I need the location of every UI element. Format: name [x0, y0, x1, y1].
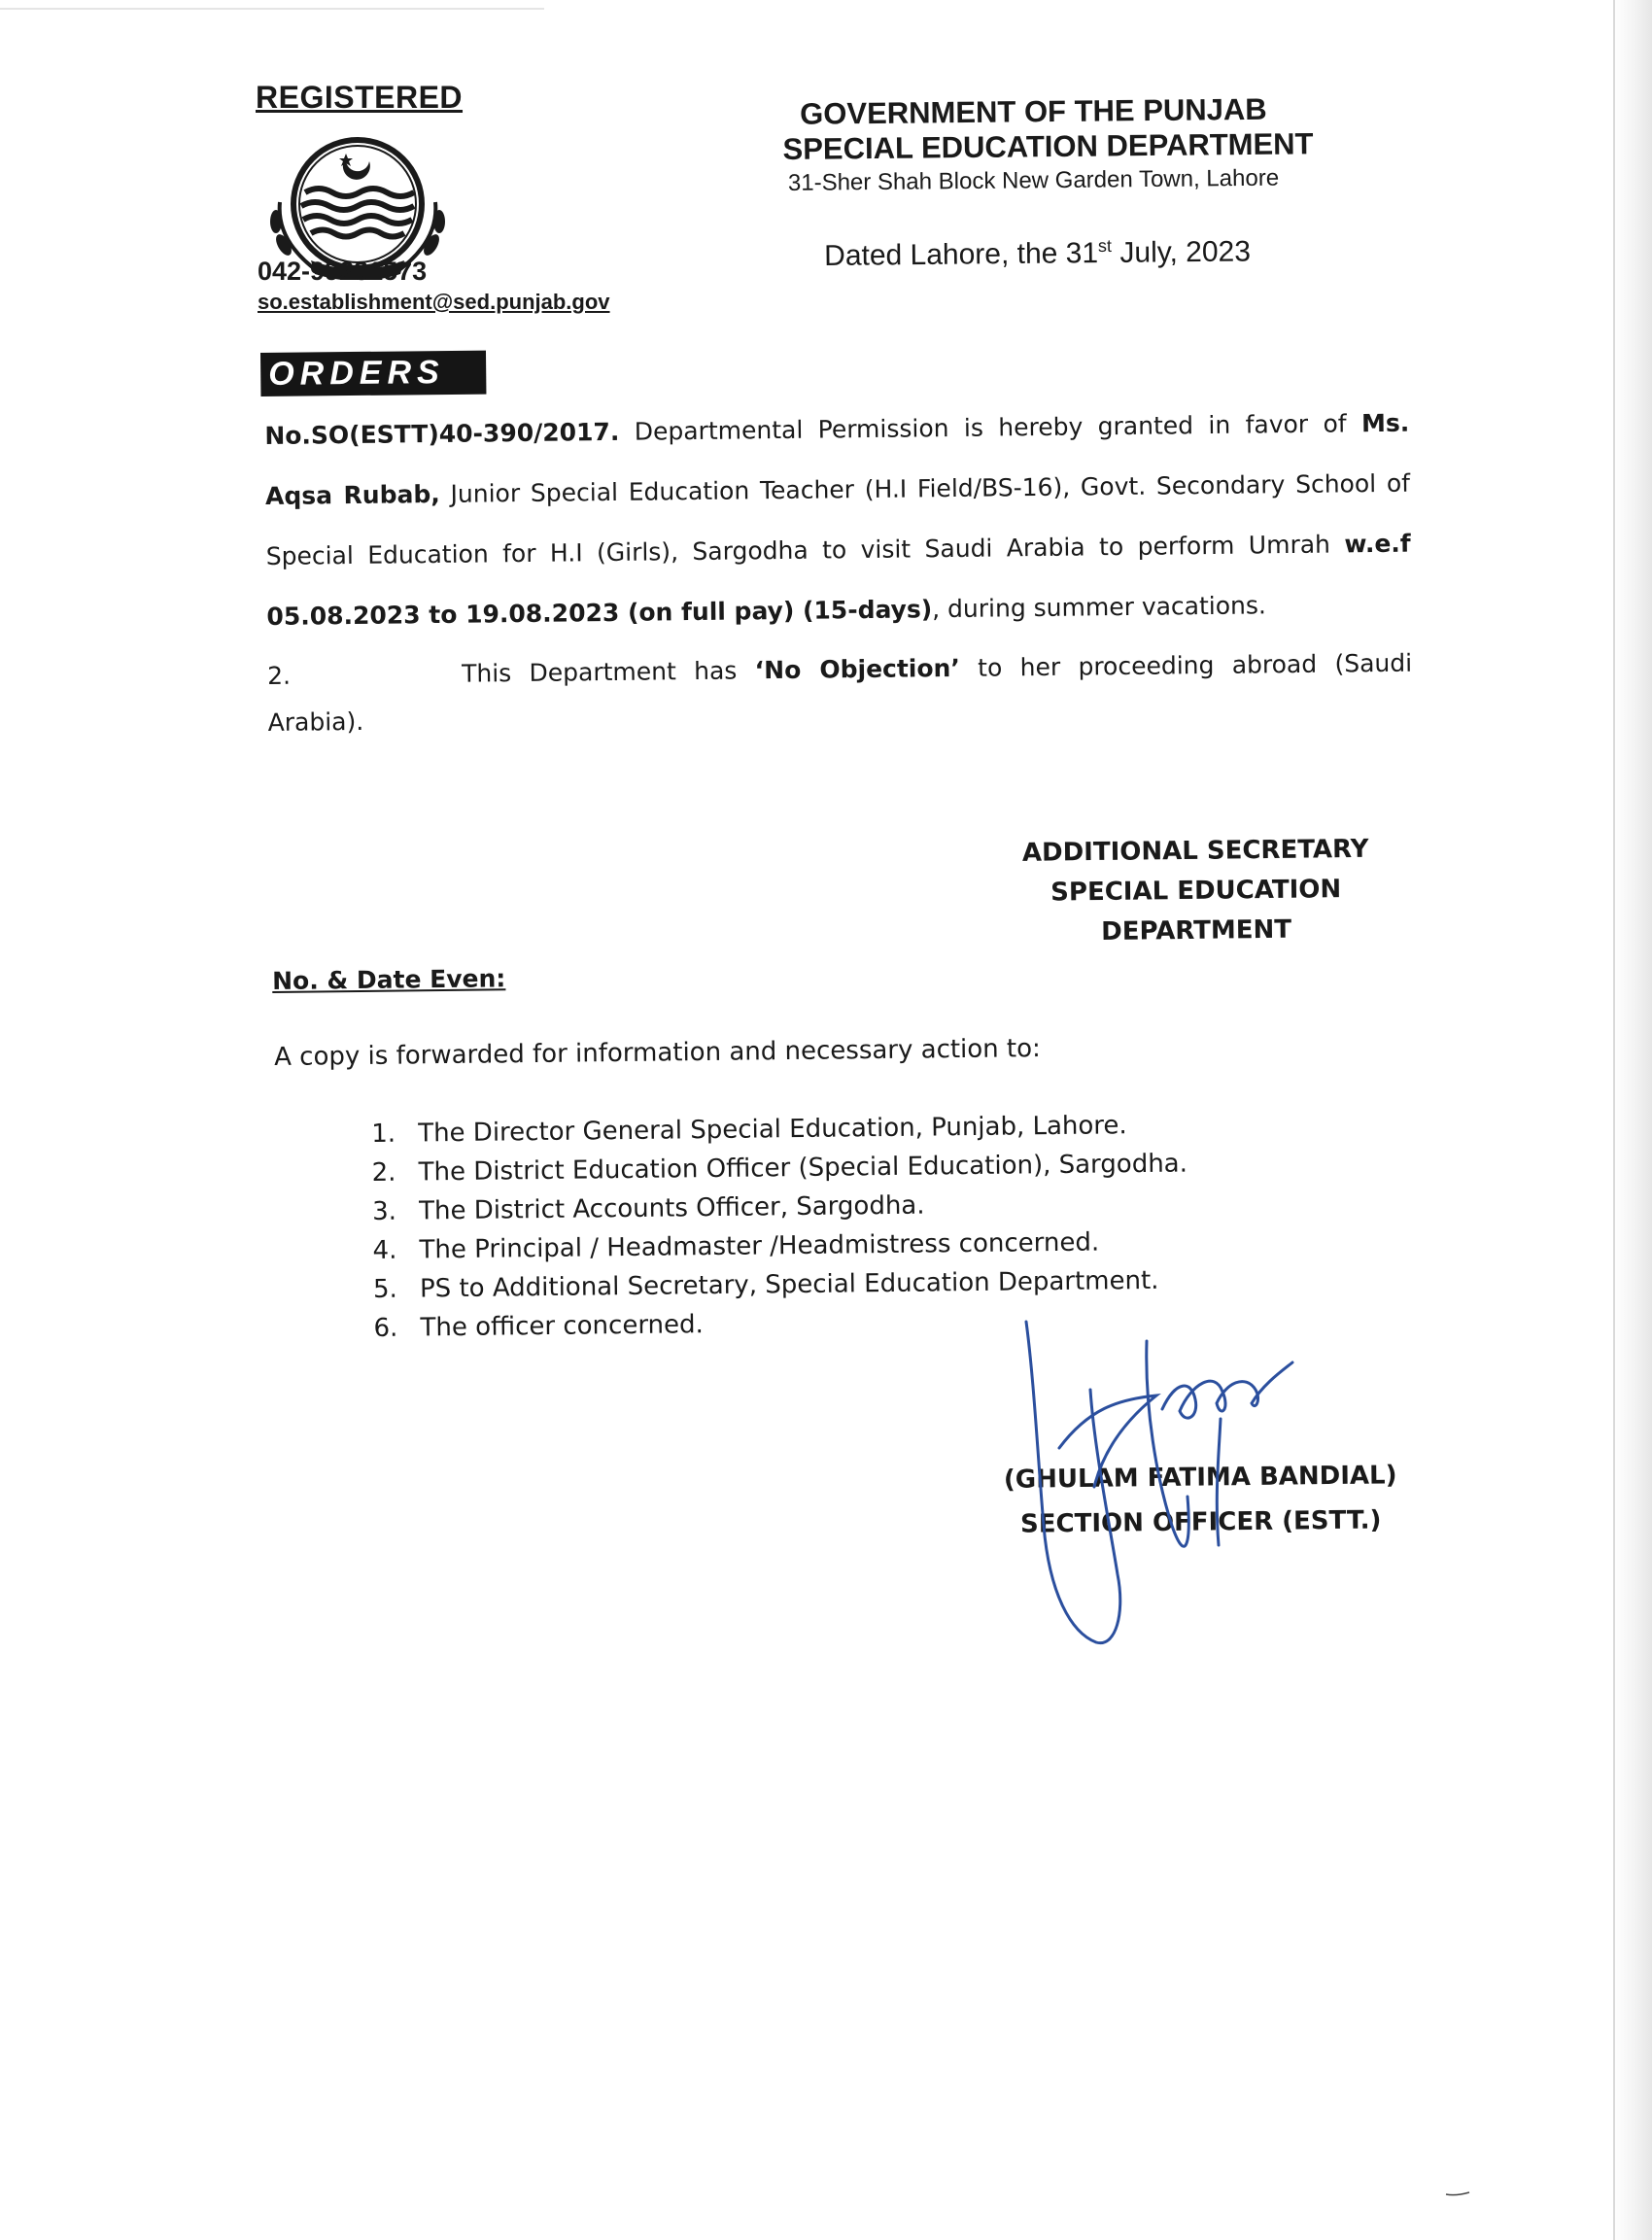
signatory-line-1: ADDITIONAL SECRETARY [1021, 834, 1369, 868]
government-title: GOVERNMENT OF THE PUNJAB [799, 91, 1267, 131]
employee-name: Ms. Aqsa Rubab, [264, 408, 1410, 510]
copy-forwarded-line: A copy is forwarded for information and necessary action to: [274, 1034, 1041, 1072]
signatory-block [1011, 830, 1381, 953]
page-shadow-edge [1613, 0, 1652, 2240]
para2-text-1: This Department has [461, 656, 755, 688]
order-text-2: Junior Special Education Teacher (H.I Field/BS-16), Govt. Secondary School of Special Education for H.I (Girls), Sargodha to visit Saudi Arabia to perform Umrah [265, 468, 1411, 570]
scan-edge-line [0, 8, 544, 10]
section-officer-name: (GHULAM FATIMA BANDIAL) [1003, 1461, 1397, 1495]
department-address: 31-Sher Shah Block New Garden Town, Lahore [787, 164, 1280, 196]
dated-prefix: Dated Lahore, the 31 [824, 237, 1099, 272]
no-and-date-even: No. & Date Even: [272, 964, 506, 995]
order-text-3: , during summer vacations. [932, 591, 1267, 624]
no-objection: ‘No Objection’ [754, 653, 961, 685]
email-address: so.establishment@sed.punjab.gov [258, 290, 610, 314]
scan-mark [1444, 2188, 1473, 2198]
leave-period: w.e.f 05.08.2023 to 19.08.2023 (on full pay) (15-days) [266, 529, 1411, 631]
list-item-text: The Principal / Headmaster /Headmistress concerned. [419, 1227, 1100, 1265]
page-edge-line [1613, 0, 1615, 2240]
order-number: No.SO(ESTT)40-390/2017. [264, 417, 620, 450]
paragraph-number: 2. [266, 661, 292, 690]
handwritten-signature [1001, 1302, 1322, 1652]
list-item-text: The officer concerned. [420, 1310, 705, 1343]
order-paragraph-2 [267, 640, 1413, 746]
list-item-number: 4. [372, 1235, 397, 1265]
order-text-1: Departmental Permission is hereby granted in favor of [619, 409, 1362, 446]
signatory-line-2: SPECIAL EDUCATION [1050, 875, 1342, 908]
order-body [264, 394, 1413, 746]
dated-suffix: July, 2023 [1111, 235, 1252, 269]
list-item-number: 3. [371, 1196, 397, 1226]
list-item-text: The District Education Officer (Special Education), Sargodha. [418, 1149, 1188, 1188]
list-item-number: 5. [372, 1274, 398, 1304]
signatory-line-3: DEPARTMENT [1101, 914, 1292, 947]
para2-text-2: to her proceeding abroad (Saudi Arabia). [267, 648, 1413, 737]
section-officer-title: SECTION OFFICER (ESTT.) [1019, 1505, 1382, 1539]
list-item-text: PS to Additional Secretary, Special Education Department. [419, 1265, 1159, 1304]
list-item-number: 6. [373, 1313, 398, 1343]
dated-superscript: st [1097, 235, 1113, 257]
department-title: SPECIAL EDUCATION DEPARTMENT [782, 126, 1314, 166]
list-item-text: The District Accounts Officer, Sargodha. [418, 1190, 925, 1226]
order-paragraph-1 [264, 394, 1412, 647]
dated-line [824, 234, 1251, 273]
list-item-text: The Director General Special Education, Punjab, Lahore. [418, 1111, 1127, 1149]
list-item-number: 1. [371, 1119, 396, 1149]
orders-heading: ORDERS [260, 351, 486, 396]
registered-label: REGISTERED [256, 80, 464, 115]
phone-number: 042-99231573 [258, 257, 428, 286]
list-item-number: 2. [371, 1157, 396, 1188]
letterhead [782, 91, 1366, 200]
